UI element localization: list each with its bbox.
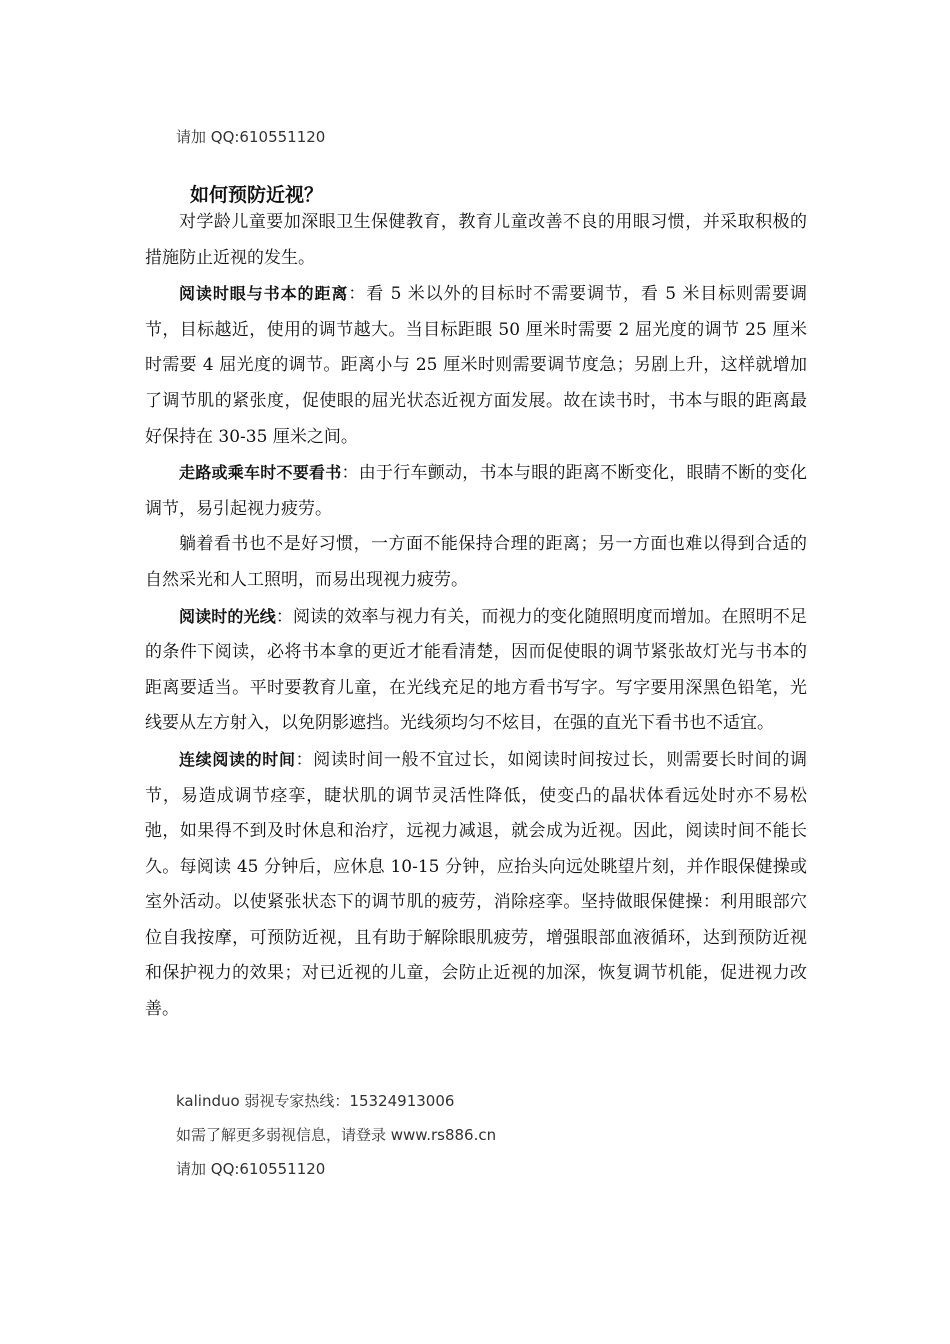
section-text: 躺着看书也不是好习惯，一方面不能保持合理的距离；另一方面也难以得到合适的自然采光和人工照明，而易出现视力疲劳。 xyxy=(145,534,807,590)
section-lead: 阅读时的光线 xyxy=(179,606,276,626)
footer-contacts xyxy=(176,1090,816,1192)
section-lead: 阅读时眼与书本的距离 xyxy=(179,284,349,304)
footer-hotline: kalinduo 弱视专家热线：15324913006 xyxy=(176,1092,455,1110)
section-text: ：看 5 米以外的目标时不需要调节，看 5 米目标则需要调节，目标越近，使用的调节越大。当目标距眼 50 厘米时需要 2 屈光度的调节 25 厘米时需要 4 屈光度的调节。距离小与 25 厘米时则需要调节度急；另剧上升，这样就增加了调节肌的紧张度，促使眼的屈光状态近视方面发展。故在读书时，书本与眼的距离最好保持在 30-35 厘米之间。 xyxy=(145,284,807,447)
footer-qq-contact: 请加 QQ:610551120 xyxy=(176,1160,326,1178)
intro-paragraph: 对学龄儿童要加深眼卫生保健教育，教育儿童改善不良的用眼习惯，并采取积极的措施防止近视的发生。 xyxy=(145,212,807,268)
article-title: 如何预防近视？ xyxy=(190,184,324,206)
section-text: ：阅读的效率与视力有关，而视力的变化随照明度而增加。在照明不足的条件下阅读，必将书本拿的更近才能看清楚，因而促使眼的调节紧张故灯光与书本的距离要适当。平时要教育儿童，在光线充足的地方看书写字。写字要用深黑色铅笔，光线要从左方射入，以免阴影遮挡。光线须均匀不炫目，在强的直光下看书也不适宜。 xyxy=(145,606,807,734)
footer-website: 如需了解更多弱视信息，请登录 www.rs886.cn xyxy=(176,1126,497,1144)
section-text: ：阅读时间一般不宜过长，如阅读时间按过长，则需要长时间的调节，易造成调节痉挛，睫状肌的调节灵活性降低，使变凸的晶状体看远处时亦不易松弛，如果得不到及时休息和治疗，远视力减退，就会成为近视。因此，阅读时间不能长久。每阅读 45 分钟后，应休息 10-15 分钟，应抬头向远处眺望片刻，并作眼保健操或室外活动。以使紧张状态下的调节肌的疲劳，消除痉挛。坚持做眼保健操：利用眼部穴位自我按摩，可预防近视，且有助于解除眼肌疲劳，增强眼部血液循环，达到预防近视和保护视力的效果；对已近视的儿童，会防止近视的加深，恢复调节机能，促进视力改善。 xyxy=(145,749,807,1020)
section-paragraph-walking xyxy=(145,455,807,527)
section-paragraph-reading-time xyxy=(145,742,807,1028)
header-qq-contact: 请加 QQ:610551120 xyxy=(176,128,326,146)
section-lead: 走路或乘车时不要看书 xyxy=(179,463,342,483)
section-lead: 连续阅读的时间 xyxy=(179,749,296,769)
section-paragraph-lying-down xyxy=(145,527,807,598)
article-body xyxy=(145,205,807,1028)
section-paragraph-lighting xyxy=(145,599,807,742)
section-paragraph-reading-distance xyxy=(145,276,807,455)
section-text: ：由于行车颤动，书本与眼的距离不断变化，眼睛不断的变化调节，易引起视力疲劳。 xyxy=(145,463,807,519)
